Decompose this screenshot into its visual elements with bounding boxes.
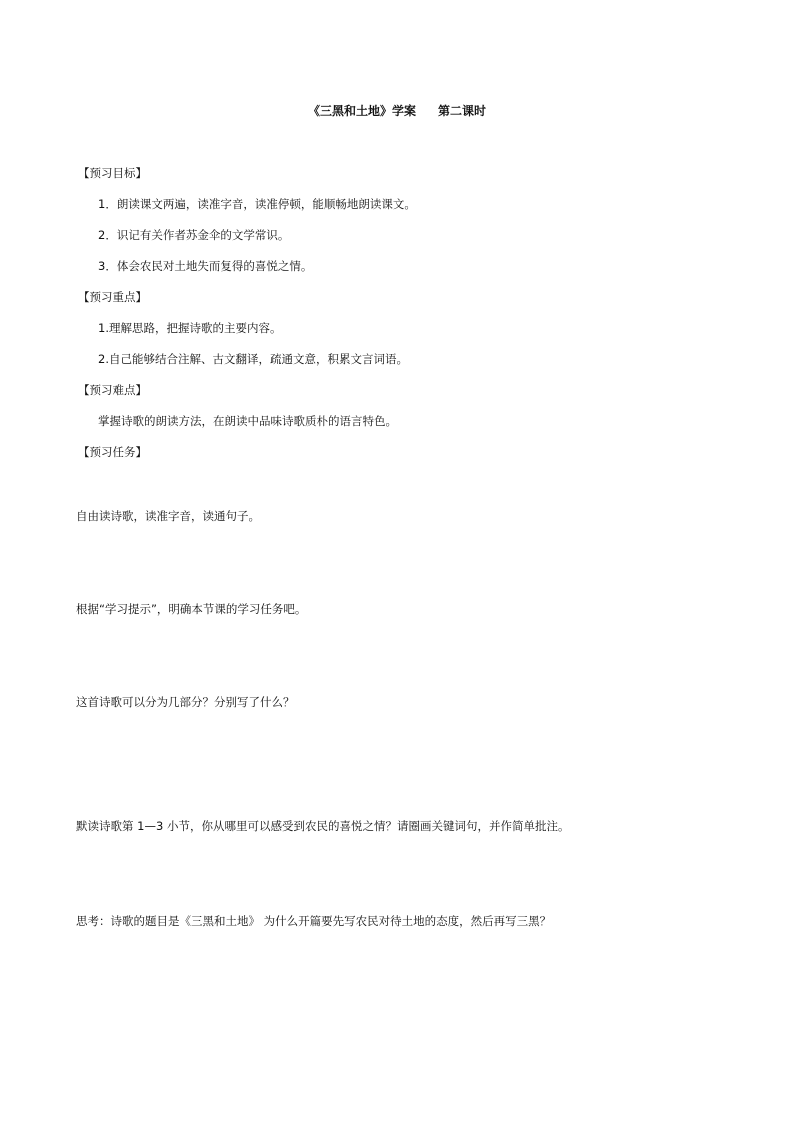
section-heading-goals: 【预习目标】 [78, 166, 147, 180]
key-point-item: 2.自己能够结合注解、古文翻译，疏通文意，积累文言词语。 [98, 352, 408, 366]
title-text: 《三黑和土地》学案 [307, 104, 416, 118]
lesson-number: 第二课时 [438, 104, 487, 118]
section-heading-difficulties: 【预习难点】 [78, 383, 147, 397]
goal-item: 2．识记有关作者苏金伞的文学常识。 [98, 228, 290, 242]
task-item: 根据“学习提示”，明确本节课的学习任务吧。 [76, 602, 307, 616]
task-item: 默读诗歌第 1—3 小节，你从哪里可以感受到农民的喜悦之情？请圈画关键词句，并作简单批注。 [76, 819, 570, 833]
key-point-item: 1.理解思路，把握诗歌的主要内容。 [98, 321, 282, 335]
goal-item: 1．朗读课文两遍，读准字音，读准停顿，能顺畅地朗读课文。 [98, 197, 416, 211]
task-item: 这首诗歌可以分为几部分？分别写了什么？ [76, 695, 295, 709]
section-heading-key-points: 【预习重点】 [78, 290, 147, 304]
task-item: 思考：诗歌的题目是《三黑和土地》 为什么开篇要先写农民对待土地的态度，然后再写三黑？ [76, 914, 552, 928]
difficulty-item: 掌握诗歌的朗读方法，在朗读中品味诗歌质朴的语言特色。 [98, 414, 397, 428]
goal-item: 3．体会农民对土地失而复得的喜悦之情。 [98, 259, 313, 273]
section-heading-tasks: 【预习任务】 [78, 445, 147, 459]
document-title [0, 103, 794, 119]
task-item: 自由读诗歌，读准字音，读通句子。 [76, 509, 260, 523]
